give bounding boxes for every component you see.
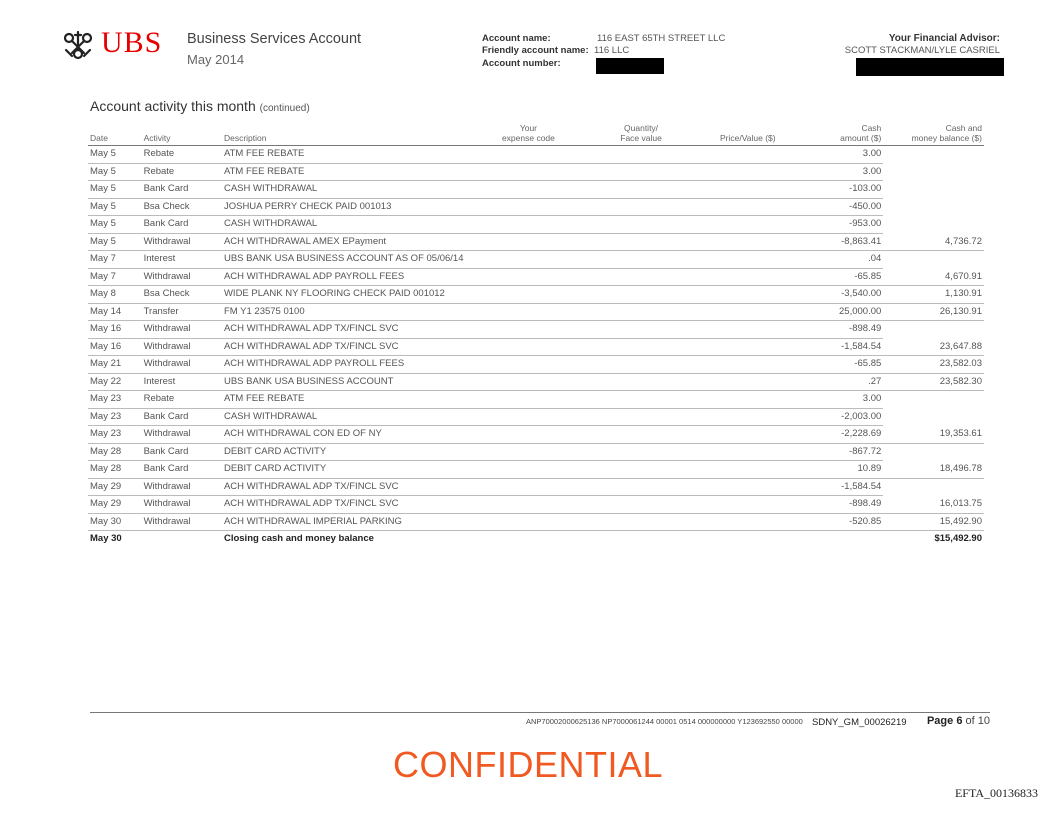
table-row	[88, 321, 984, 339]
row-balance	[883, 198, 984, 216]
row-cash-amount: -65.85	[801, 356, 883, 374]
row-expense-code	[469, 443, 587, 461]
row-date: May 5	[88, 216, 142, 234]
row-quantity	[588, 181, 695, 199]
page-indicator	[927, 715, 990, 727]
col-header-activity: Activity	[142, 119, 222, 146]
row-price	[695, 513, 802, 531]
row-price	[695, 303, 802, 321]
row-price	[695, 198, 802, 216]
row-expense-code	[469, 478, 587, 496]
row-expense-code	[469, 408, 587, 426]
row-cash-amount: -898.49	[801, 321, 883, 339]
row-activity: Interest	[142, 251, 222, 269]
table-row	[88, 461, 984, 479]
row-description: ACH WITHDRAWAL ADP TX/FINCL SVC	[222, 478, 469, 496]
row-activity: Withdrawal	[142, 356, 222, 374]
account-type-title: Business Services Account	[187, 31, 362, 47]
account-name-label: Account name:	[482, 33, 551, 44]
row-description: FM Y1 23575 0100	[222, 303, 469, 321]
row-activity: Rebate	[142, 163, 222, 181]
row-price	[695, 443, 802, 461]
row-balance	[883, 163, 984, 181]
row-date: May 28	[88, 443, 142, 461]
col-header-description: Description	[222, 119, 469, 146]
row-expense-code	[469, 286, 587, 304]
row-price	[695, 163, 802, 181]
row-price	[695, 251, 802, 269]
row-date: May 7	[88, 251, 142, 269]
row-quantity	[588, 233, 695, 251]
row-balance: 1,130.91	[883, 286, 984, 304]
row-description: WIDE PLANK NY FLOORING CHECK PAID 001012	[222, 286, 469, 304]
confidential-stamp: CONFIDENTIAL	[392, 744, 664, 785]
row-expense-code	[469, 513, 587, 531]
row-description: ACH WITHDRAWAL AMEX EPayment	[222, 233, 469, 251]
row-expense-code	[469, 321, 587, 339]
row-description: DEBIT CARD ACTIVITY	[222, 443, 469, 461]
closing-date: May 30	[90, 533, 122, 545]
row-activity: Bank Card	[142, 181, 222, 199]
col-header-date: Date	[88, 119, 142, 146]
advisor-name: SCOTT STACKMAN/LYLE CASRIEL	[844, 45, 1000, 56]
row-quantity	[588, 356, 695, 374]
row-activity: Withdrawal	[142, 321, 222, 339]
row-cash-amount: -450.00	[801, 198, 883, 216]
row-date: May 23	[88, 408, 142, 426]
table-row	[88, 408, 984, 426]
account-name-value: 116 EAST 65TH STREET LLC	[597, 33, 726, 44]
row-price	[695, 338, 802, 356]
row-balance: 16,013.75	[883, 496, 984, 514]
row-date: May 29	[88, 478, 142, 496]
row-description: ACH WITHDRAWAL IMPERIAL PARKING	[222, 513, 469, 531]
row-description: DEBIT CARD ACTIVITY	[222, 461, 469, 479]
advisor-redaction	[856, 58, 1004, 76]
row-date: May 5	[88, 163, 142, 181]
row-cash-amount: .04	[801, 251, 883, 269]
row-description: UBS BANK USA BUSINESS ACCOUNT AS OF 05/06/14	[222, 251, 469, 269]
row-date: May 29	[88, 496, 142, 514]
row-cash-amount: 3.00	[801, 163, 883, 181]
row-activity: Withdrawal	[142, 268, 222, 286]
row-price	[695, 356, 802, 374]
closing-activity	[142, 531, 222, 548]
row-date: May 21	[88, 356, 142, 374]
table-row	[88, 233, 984, 251]
row-date: May 7	[88, 268, 142, 286]
row-price	[695, 268, 802, 286]
row-expense-code	[469, 391, 587, 409]
row-balance: 19,353.61	[883, 426, 984, 444]
row-expense-code	[469, 146, 587, 164]
row-cash-amount: -103.00	[801, 181, 883, 199]
row-cash-amount: -898.49	[801, 496, 883, 514]
row-cash-amount: 3.00	[801, 146, 883, 164]
row-activity: Withdrawal	[142, 513, 222, 531]
row-date: May 8	[88, 286, 142, 304]
page-label: Page	[926, 715, 954, 727]
row-description: ACH WITHDRAWAL ADP PAYROLL FEES	[222, 268, 469, 286]
row-quantity	[588, 391, 695, 409]
row-cash-amount: -867.72	[801, 443, 883, 461]
table-row	[88, 181, 984, 199]
footer-divider	[90, 712, 990, 713]
row-quantity	[588, 286, 695, 304]
row-description: ACH WITHDRAWAL ADP TX/FINCL SVC	[222, 496, 469, 514]
row-cash-amount: 3.00	[801, 391, 883, 409]
page-of: of	[965, 715, 975, 727]
account-number-redaction	[596, 58, 664, 74]
row-balance	[883, 478, 984, 496]
table-row	[88, 426, 984, 444]
col-header-expense-code: Your expense code	[469, 119, 587, 146]
account-number-label: Account number:	[482, 58, 561, 69]
table-row	[88, 443, 984, 461]
row-expense-code	[469, 426, 587, 444]
friendly-name-label: Friendly account name:	[482, 45, 589, 56]
table-header-row	[88, 119, 984, 146]
row-price	[695, 373, 802, 391]
col-header-balance: Cash and money balance ($)	[883, 119, 984, 146]
row-date: May 16	[88, 321, 142, 339]
row-balance	[883, 443, 984, 461]
row-balance	[883, 216, 984, 234]
row-description: ACH WITHDRAWAL ADP TX/FINCL SVC	[222, 338, 469, 356]
table-row	[88, 391, 984, 409]
row-expense-code	[469, 163, 587, 181]
row-price	[695, 321, 802, 339]
row-price	[695, 478, 802, 496]
row-date: May 23	[88, 391, 142, 409]
row-expense-code	[469, 198, 587, 216]
ubs-logo-text: UBS	[101, 26, 163, 59]
row-quantity	[588, 461, 695, 479]
row-activity: Bank Card	[142, 461, 222, 479]
row-description: CASH WITHDRAWAL	[222, 216, 469, 234]
col-header-quantity: Quantity/ Face value	[588, 119, 695, 146]
row-description: ATM FEE REBATE	[222, 163, 469, 181]
table-row	[88, 478, 984, 496]
row-quantity	[588, 426, 695, 444]
bates-number: SDNY_GM_00026219	[812, 717, 907, 728]
row-activity: Interest	[142, 373, 222, 391]
page-total: 10	[977, 715, 990, 727]
table-row	[88, 338, 984, 356]
row-cash-amount: -65.85	[801, 268, 883, 286]
row-cash-amount: 10.89	[801, 461, 883, 479]
row-price	[695, 408, 802, 426]
row-quantity	[588, 163, 695, 181]
row-date: May 5	[88, 146, 142, 164]
ubs-keys-logo-icon	[60, 28, 96, 64]
row-price	[695, 146, 802, 164]
row-quantity	[588, 338, 695, 356]
row-expense-code	[469, 356, 587, 374]
table-row	[88, 286, 984, 304]
row-activity: Withdrawal	[142, 496, 222, 514]
row-date: May 14	[88, 303, 142, 321]
row-description: UBS BANK USA BUSINESS ACCOUNT	[222, 373, 469, 391]
row-date: May 23	[88, 426, 142, 444]
row-activity: Bsa Check	[142, 286, 222, 304]
row-quantity	[588, 408, 695, 426]
table-row	[88, 163, 984, 181]
row-activity: Transfer	[142, 303, 222, 321]
table-row	[88, 251, 984, 269]
footer-document-code: ANP70002000625136 NP7000061244 00001 0514 000000000 Y123692550 00000	[526, 717, 803, 726]
row-activity: Withdrawal	[142, 426, 222, 444]
row-cash-amount: -3,540.00	[801, 286, 883, 304]
row-balance: 26,130.91	[883, 303, 984, 321]
row-description: ATM FEE REBATE	[222, 391, 469, 409]
closing-balance-row	[88, 531, 984, 548]
row-quantity	[588, 303, 695, 321]
row-balance: 15,492.90	[883, 513, 984, 531]
row-date: May 5	[88, 233, 142, 251]
table-row	[88, 356, 984, 374]
col-header-cash-amount: Cash amount ($)	[801, 119, 883, 146]
statement-period: May 2014	[187, 52, 245, 67]
row-description: ACH WITHDRAWAL ADP TX/FINCL SVC	[222, 321, 469, 339]
row-balance	[883, 251, 984, 269]
row-balance	[883, 391, 984, 409]
table-row	[88, 373, 984, 391]
account-activity-table	[88, 119, 984, 548]
row-cash-amount: .27	[801, 373, 883, 391]
row-quantity	[588, 373, 695, 391]
table-row	[88, 198, 984, 216]
row-activity: Withdrawal	[142, 338, 222, 356]
row-description: ATM FEE REBATE	[222, 146, 469, 164]
table-row	[88, 216, 984, 234]
row-activity: Rebate	[142, 146, 222, 164]
row-activity: Withdrawal	[142, 233, 222, 251]
row-expense-code	[469, 496, 587, 514]
row-balance	[883, 321, 984, 339]
row-price	[695, 181, 802, 199]
row-quantity	[588, 513, 695, 531]
row-description: CASH WITHDRAWAL	[222, 181, 469, 199]
row-expense-code	[469, 461, 587, 479]
row-expense-code	[469, 181, 587, 199]
row-cash-amount: -8,863.41	[801, 233, 883, 251]
row-expense-code	[469, 373, 587, 391]
row-quantity	[588, 268, 695, 286]
row-date: May 16	[88, 338, 142, 356]
row-price	[695, 461, 802, 479]
row-activity: Rebate	[142, 391, 222, 409]
row-cash-amount: -953.00	[801, 216, 883, 234]
section-title-text: Account activity this month	[90, 98, 256, 114]
row-quantity	[588, 216, 695, 234]
row-price	[695, 233, 802, 251]
section-continued: (continued)	[259, 103, 310, 114]
row-price	[695, 286, 802, 304]
row-balance: 4,670.91	[883, 268, 984, 286]
closing-description: Closing cash and money balance	[223, 533, 374, 545]
table-row	[88, 268, 984, 286]
row-price	[695, 426, 802, 444]
row-cash-amount: -1,584.54	[801, 338, 883, 356]
closing-balance: $15,492.90	[934, 533, 982, 545]
row-description: ACH WITHDRAWAL ADP PAYROLL FEES	[222, 356, 469, 374]
row-date: May 28	[88, 461, 142, 479]
row-activity: Bank Card	[142, 443, 222, 461]
row-activity: Bank Card	[142, 216, 222, 234]
row-cash-amount: -520.85	[801, 513, 883, 531]
col-header-price: Price/Value ($)	[695, 119, 802, 146]
row-price	[695, 391, 802, 409]
row-quantity	[588, 146, 695, 164]
row-activity: Bsa Check	[142, 198, 222, 216]
row-activity: Bank Card	[142, 408, 222, 426]
page-number: 6	[956, 715, 963, 727]
row-expense-code	[469, 268, 587, 286]
table-row	[88, 146, 984, 164]
table-row	[88, 513, 984, 531]
row-date: May 30	[88, 513, 142, 531]
table-row	[88, 303, 984, 321]
row-expense-code	[469, 216, 587, 234]
section-title	[90, 98, 310, 114]
row-expense-code	[469, 233, 587, 251]
row-description: ACH WITHDRAWAL CON ED OF NY	[222, 426, 469, 444]
row-balance: 18,496.78	[883, 461, 984, 479]
row-quantity	[588, 198, 695, 216]
row-quantity	[588, 496, 695, 514]
row-activity: Withdrawal	[142, 478, 222, 496]
row-description: CASH WITHDRAWAL	[222, 408, 469, 426]
row-date: May 5	[88, 181, 142, 199]
row-cash-amount: -2,228.69	[801, 426, 883, 444]
row-balance: 23,582.03	[883, 356, 984, 374]
row-date: May 22	[88, 373, 142, 391]
row-balance	[883, 146, 984, 164]
row-expense-code	[469, 251, 587, 269]
efta-number: EFTA_00136833	[954, 786, 1038, 800]
row-quantity	[588, 251, 695, 269]
row-description: JOSHUA PERRY CHECK PAID 001013	[222, 198, 469, 216]
row-cash-amount: -2,003.00	[801, 408, 883, 426]
row-cash-amount: -1,584.54	[801, 478, 883, 496]
row-cash-amount: 25,000.00	[801, 303, 883, 321]
row-balance	[883, 408, 984, 426]
advisor-label: Your Financial Advisor:	[888, 33, 1000, 44]
row-expense-code	[469, 303, 587, 321]
row-quantity	[588, 443, 695, 461]
row-date: May 5	[88, 198, 142, 216]
table-row	[88, 496, 984, 514]
row-balance: 23,582.30	[883, 373, 984, 391]
row-quantity	[588, 478, 695, 496]
row-price	[695, 496, 802, 514]
row-balance: 4,736.72	[883, 233, 984, 251]
row-balance: 23,647.88	[883, 338, 984, 356]
row-price	[695, 216, 802, 234]
row-expense-code	[469, 338, 587, 356]
row-balance	[883, 181, 984, 199]
friendly-name-value: 116 LLC	[594, 45, 630, 56]
row-quantity	[588, 321, 695, 339]
